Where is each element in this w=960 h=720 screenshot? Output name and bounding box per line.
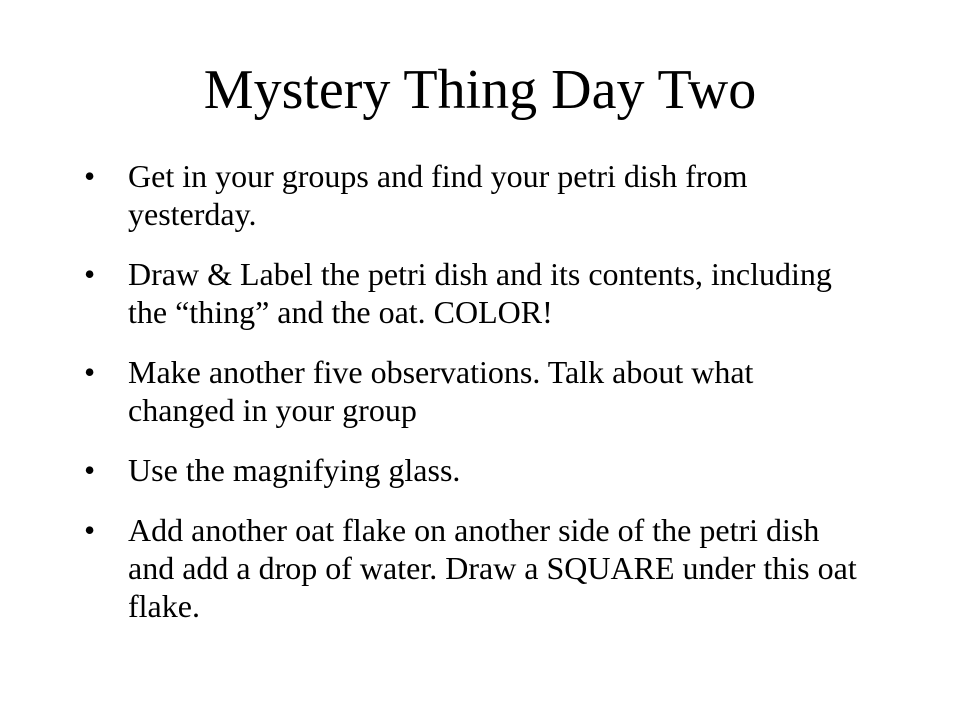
bullet-list	[84, 157, 864, 625]
bullet-icon: •	[84, 354, 96, 390]
bullet-item-draw-label	[84, 255, 864, 331]
bullet-item-oat-flake	[84, 511, 864, 625]
bullet-text: Add another oat flake on another side of the petri dish and add a drop of water. Draw a SQUARE under this oat flake.	[128, 512, 857, 624]
bullet-item-groups	[84, 157, 864, 233]
bullet-text: Draw & Label the petri dish and its contents, including the “thing” and the oat. COLOR!	[128, 256, 832, 330]
bullet-text: Get in your groups and find your petri dish from yesterday.	[128, 158, 748, 232]
bullet-icon: •	[84, 452, 96, 488]
bullet-text: Make another five observations. Talk about what changed in your group	[128, 354, 754, 428]
bullet-icon: •	[84, 256, 96, 292]
bullet-text: Use the magnifying glass.	[128, 452, 461, 488]
bullet-item-magnifying-glass	[84, 451, 864, 489]
bullet-icon: •	[84, 158, 96, 194]
slide-title: Mystery Thing Day Two	[203, 59, 757, 121]
bullet-item-observations	[84, 353, 864, 429]
bullet-icon: •	[84, 512, 96, 548]
